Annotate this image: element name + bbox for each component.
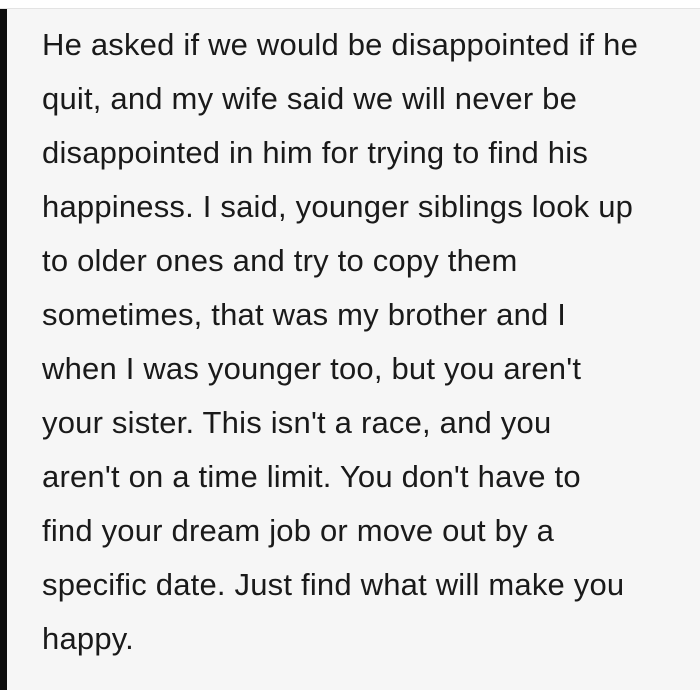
quote-line: He asked if we would be disappointed if he: [42, 27, 639, 62]
quote-line: find your dream job or move out by a: [42, 513, 555, 548]
quote-line: quit, and my wife said we will never be: [42, 81, 578, 116]
quote-accent-bar: [0, 9, 7, 690]
quote-block: [0, 8, 700, 690]
quote-text: [7, 9, 700, 690]
quote-line: disappointed in him for trying to find his: [42, 135, 589, 170]
quote-line: your sister. This isn't a race, and you: [42, 405, 552, 440]
quote-line: when I was younger too, but you aren't: [42, 351, 582, 386]
quote-line: aren't on a time limit. You don't have to: [42, 459, 581, 494]
quote-line: specific date. Just find what will make you: [42, 567, 625, 602]
quote-line: happy.: [42, 621, 134, 656]
quote-line: sometimes, that was my brother and I: [42, 297, 567, 332]
quote-line: to older ones and try to copy them: [42, 243, 518, 278]
quote-line: happiness. I said, younger siblings look up: [42, 189, 634, 224]
